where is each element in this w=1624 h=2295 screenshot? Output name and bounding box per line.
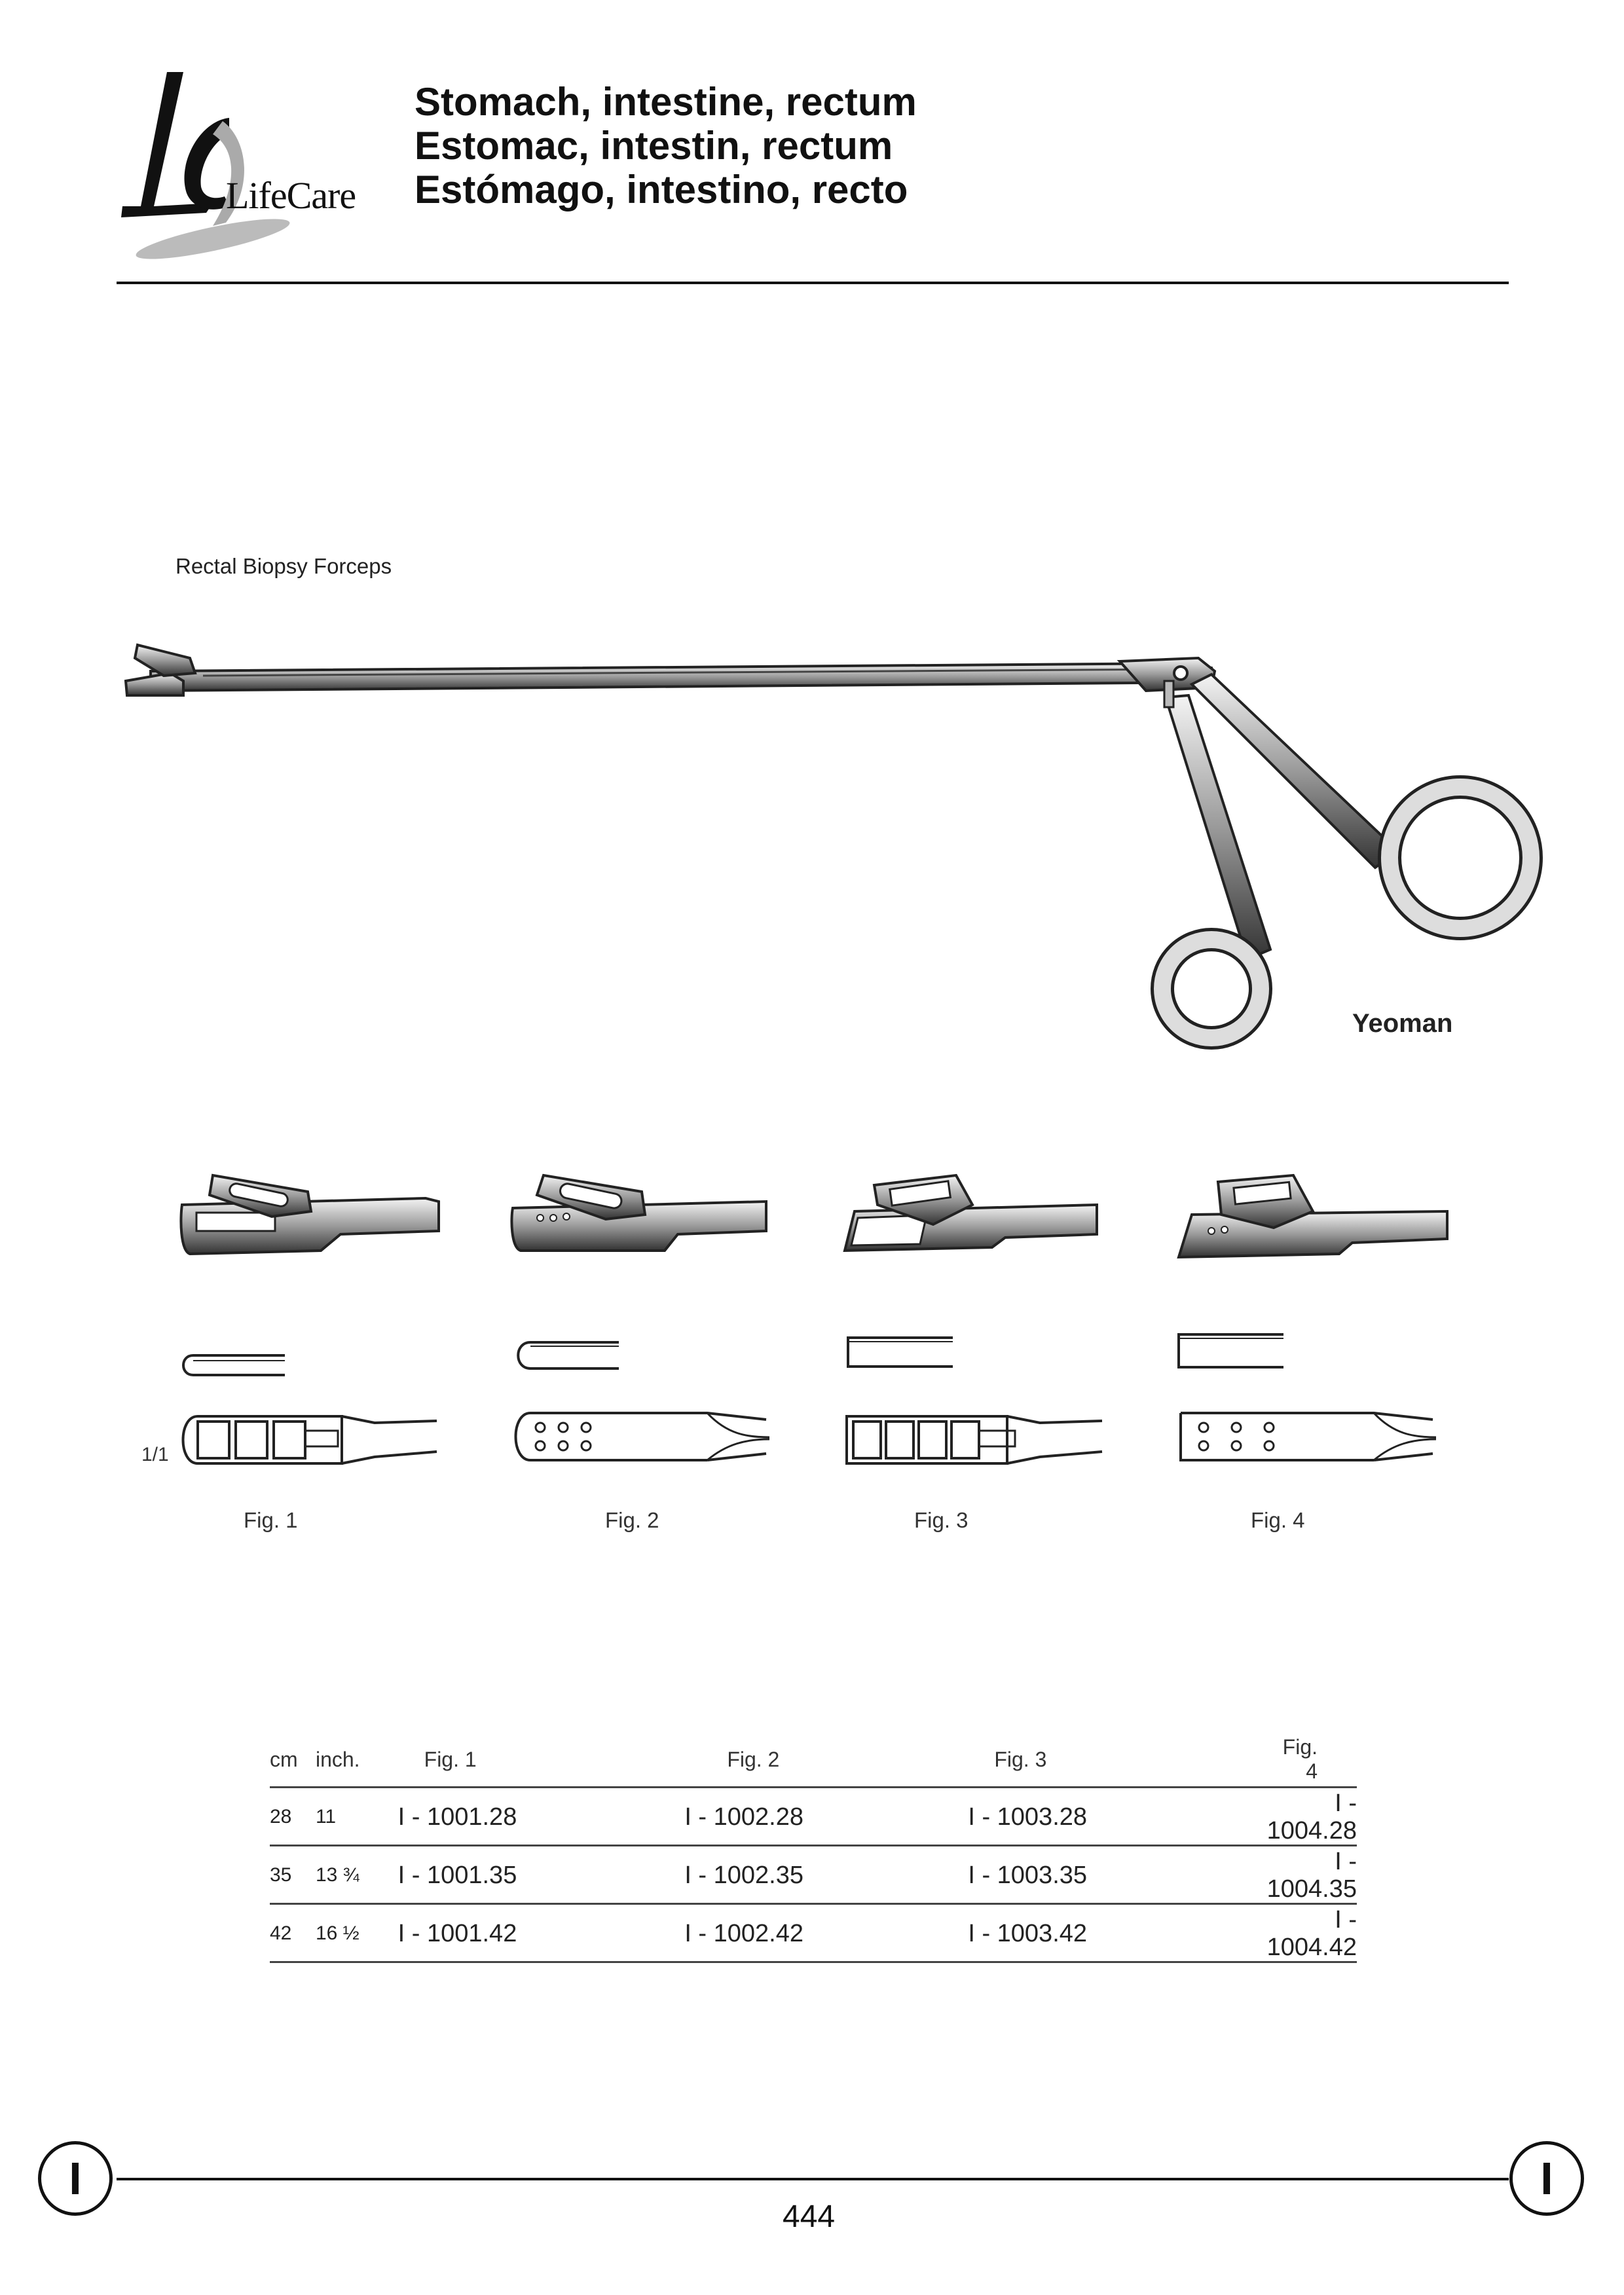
fig1-profile-drawing [180,1349,298,1382]
fig3-tip-drawing [841,1166,1103,1264]
fig4-top-view [1177,1408,1439,1467]
col-header-fig2: Fig. 2 [684,1735,968,1788]
cell-fig3: I - 1003.35 [968,1846,1266,1904]
lifecare-logo [115,72,377,268]
fig2-tip-drawing [507,1159,769,1257]
fig1-label: Fig. 1 [244,1508,298,1532]
cell-fig4: I - 1004.42 [1267,1904,1357,1962]
col-header-fig3: Fig. 3 [968,1735,1266,1788]
cell-fig2: I - 1002.28 [684,1788,968,1846]
fig2-top-view [511,1408,773,1467]
scale-label: 1/1 [141,1444,169,1465]
specs-table [270,1735,1357,1963]
cell-inch: 13 ¾ [316,1846,398,1904]
heading-french: Estomac, intestin, rectum [415,124,893,168]
fig1-top-view [178,1411,447,1470]
section-marker-left: I [38,2141,113,2216]
brand-name: LifeCare [226,174,356,217]
forceps-illustration [124,635,1513,1061]
cell-fig1: I - 1001.42 [398,1904,685,1962]
fig3-label: Fig. 3 [914,1508,969,1532]
heading-english: Stomach, intestine, rectum [415,80,917,124]
page-number: 444 [783,2199,836,2234]
cell-cm: 28 [270,1788,316,1846]
table-row [270,1846,1357,1904]
cell-cm: 35 [270,1846,316,1904]
specs-header-row [270,1735,1357,1788]
fig3-top-view [843,1411,1112,1470]
fig4-label: Fig. 4 [1251,1508,1305,1532]
cell-fig4: I - 1004.35 [1267,1846,1357,1904]
cell-fig3: I - 1003.42 [968,1904,1266,1962]
cell-fig2: I - 1002.35 [684,1846,968,1904]
product-name: Yeoman [1352,1009,1453,1038]
page-heading [415,80,917,211]
col-header-fig1: Fig. 1 [398,1735,685,1788]
col-header-fig4: Fig. 4 [1267,1735,1357,1788]
header-divider [117,282,1509,284]
col-header-cm: cm [270,1735,316,1788]
fig4-profile-drawing [1175,1329,1293,1372]
table-row [270,1788,1357,1846]
section-marker-right: I [1509,2141,1584,2216]
heading-spanish: Estómago, intestino, recto [415,168,908,211]
cell-fig3: I - 1003.28 [968,1788,1266,1846]
fig4-tip-drawing [1175,1166,1450,1264]
col-header-inch: inch. [316,1735,398,1788]
cell-inch: 11 [316,1788,398,1846]
cell-fig4: I - 1004.28 [1267,1788,1357,1846]
cell-fig2: I - 1002.42 [684,1904,968,1962]
footer-divider [117,2178,1509,2180]
fig2-label: Fig. 2 [605,1508,659,1532]
fig2-profile-drawing [514,1336,632,1375]
cell-fig1: I - 1001.35 [398,1846,685,1904]
cell-cm: 42 [270,1904,316,1962]
cell-fig1: I - 1001.28 [398,1788,685,1846]
product-title: Rectal Biopsy Forceps [175,554,392,578]
cell-inch: 16 ½ [316,1904,398,1962]
fig1-tip-drawing [177,1166,439,1264]
fig3-profile-drawing [845,1332,963,1372]
table-row [270,1904,1357,1962]
